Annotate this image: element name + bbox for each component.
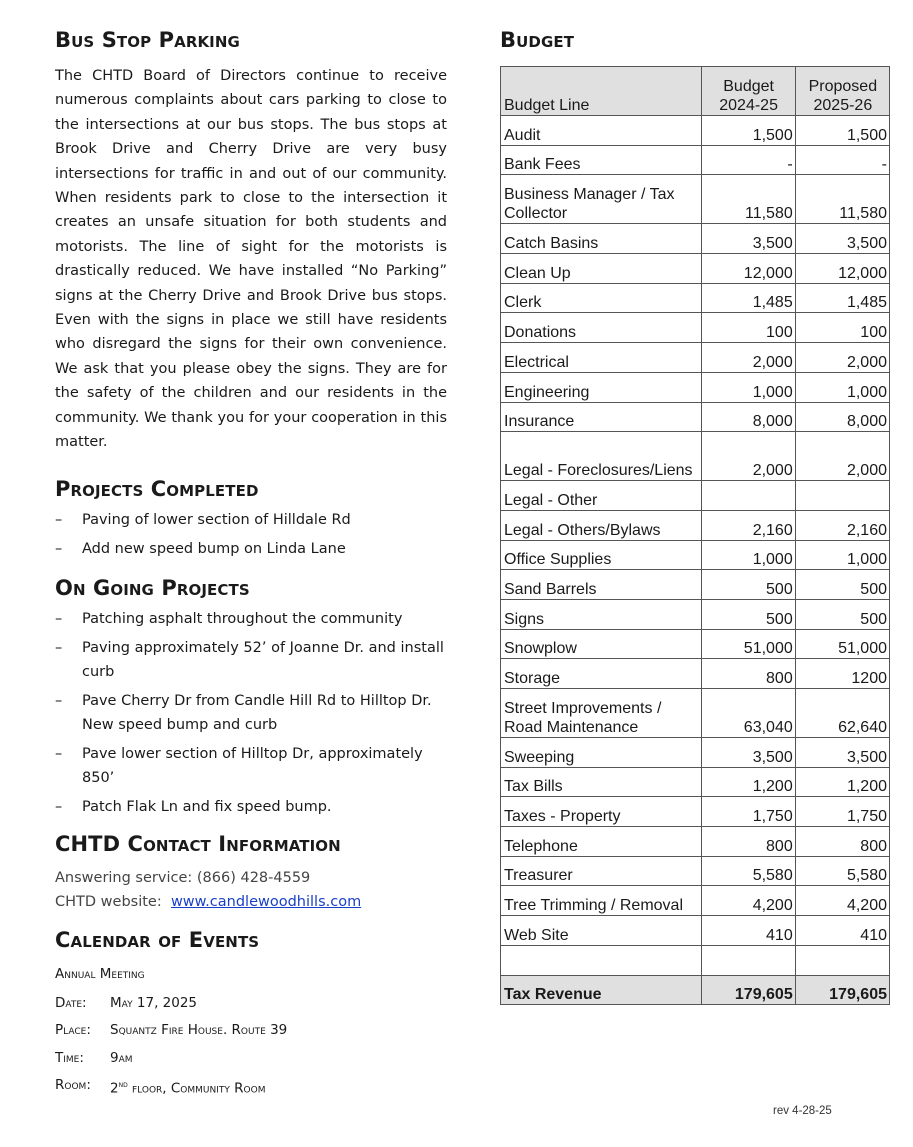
budget-header-row [501, 67, 890, 116]
table-row [501, 175, 890, 224]
table-row [501, 827, 890, 857]
proposed-2025-cell: 1,200 [795, 767, 889, 797]
table-row [501, 570, 890, 600]
budget-2024-cell: 11,580 [701, 175, 795, 224]
budget-2024-cell: 2,000 [701, 432, 795, 481]
calendar-section [55, 928, 447, 1104]
budget-2024-cell: 800 [701, 827, 795, 857]
answering-service: Answering service: (866) 428-4559 [55, 869, 311, 886]
contact-heading: CHTD Contact Information [55, 831, 341, 856]
bus-stop-heading: Bus Stop Parking [55, 28, 240, 52]
proposed-2025-cell: 4,200 [795, 886, 889, 916]
place-row: Place: Squantz Fire House. Route 39 [55, 1022, 288, 1038]
table-row [501, 689, 890, 738]
table-row [501, 481, 890, 511]
budget-2024-cell: 2,160 [701, 510, 795, 540]
proposed-2025-cell: 2,160 [795, 510, 889, 540]
proposed-2025-cell: 51,000 [795, 629, 889, 659]
table-row [501, 886, 890, 916]
proposed-2025-cell: 1,500 [795, 116, 889, 146]
budget-2024-cell: 3,500 [701, 224, 795, 254]
budget-line-cell: Legal - Foreclosures/Liens [501, 432, 702, 481]
budget-line-cell: Taxes - Property [501, 797, 702, 827]
table-row [501, 797, 890, 827]
proposed-2025-cell: 500 [795, 599, 889, 629]
projects-completed-section [55, 477, 447, 562]
time-row: Time: 9am [55, 1049, 133, 1066]
budget-2024-cell [701, 481, 795, 511]
budget-2024-cell: 500 [701, 599, 795, 629]
budget-2024-cell: 2,000 [701, 343, 795, 373]
bus-stop-section [55, 28, 447, 455]
date-row: Date: May 17, 2025 [55, 994, 198, 1011]
proposed-2025-cell: 62,640 [795, 689, 889, 738]
website-link[interactable]: www.candlewoodhills.com [170, 893, 362, 910]
website-label: CHTD website: [55, 893, 162, 910]
budget-line-cell: Clerk [501, 283, 702, 313]
table-row [501, 916, 890, 946]
proposed-2025-cell: 3,500 [795, 738, 889, 768]
budget-2024-cell: 8,000 [701, 402, 795, 432]
budget-line-cell: Telephone [501, 827, 702, 857]
proposed-2025-cell: 8,000 [795, 402, 889, 432]
col-header-proposed: Proposed 2025-26 [795, 67, 889, 116]
budget-2024-cell: 5,580 [701, 856, 795, 886]
budget-line-cell: Storage [501, 659, 702, 689]
table-row [501, 313, 890, 343]
ongoing-projects-list [55, 608, 447, 820]
proposed-2025-cell [795, 481, 889, 511]
budget-line-cell: Legal - Others/Bylaws [501, 510, 702, 540]
list-item: – Paving of lower section of Hilldale Rd [55, 511, 351, 528]
proposed-2025-cell: 1,750 [795, 797, 889, 827]
budget-table [500, 66, 890, 1005]
table-row [501, 343, 890, 373]
budget-line-cell: Treasurer [501, 856, 702, 886]
budget-2024-cell: 12,000 [701, 254, 795, 284]
table-row [501, 402, 890, 432]
budget-2024-cell: 1,000 [701, 372, 795, 402]
proposed-2025-cell: 500 [795, 570, 889, 600]
budget-line-cell: Snowplow [501, 629, 702, 659]
room-row: Room: 2nd floor, Community Room [55, 1077, 266, 1097]
budget-line-cell: Tax Bills [501, 767, 702, 797]
budget-2024-cell: 51,000 [701, 629, 795, 659]
table-row [501, 945, 890, 975]
budget-2024-cell: 1,500 [701, 116, 795, 146]
proposed-2025-cell: 1,485 [795, 283, 889, 313]
proposed-2025-cell: 2,000 [795, 432, 889, 481]
proposed-2025-cell: 12,000 [795, 254, 889, 284]
budget-2024-cell: 3,500 [701, 738, 795, 768]
budget-line-cell: Electrical [501, 343, 702, 373]
bus-stop-body: The CHTD Board of Directors continue to receive numerous complaints about cars parking to close to the intersections at our bus stops. The bus stops at Brook Drive and Cherry Drive are very busy intersections for traffic in and out of our community. When residents park to close to the intersection it creates an unsafe situation for both students and motorists. The line of sight for the motorists is drastically reduced. We have installed “No Parking” signs at the Cherry Drive and Brook Drive bus stops. Even with the signs in place we still have residents who disregard the signs for their own convenience. We ask that you please obey the signs. They are for the safety of the children and our residents in the community. We thank you for your cooperation in this matter. [55, 68, 447, 451]
budget-line-cell: Legal - Other [501, 481, 702, 511]
budget-line-cell: Sand Barrels [501, 570, 702, 600]
budget-2024-cell: 410 [701, 916, 795, 946]
proposed-2025-cell: 800 [795, 827, 889, 857]
budget-line-cell: Signs [501, 599, 702, 629]
table-row [501, 283, 890, 313]
table-row [501, 224, 890, 254]
revision-note: rev 4-28-25 [773, 1105, 832, 1117]
proposed-2025-cell: 100 [795, 313, 889, 343]
budget-line-cell: Office Supplies [501, 540, 702, 570]
list-item: – Add new speed bump on Linda Lane [55, 541, 346, 557]
table-row [501, 510, 890, 540]
table-row [501, 145, 890, 175]
budget-line-cell: Web Site [501, 916, 702, 946]
contact-section [55, 832, 447, 914]
table-row [501, 856, 890, 886]
budget-line-cell: Sweeping [501, 738, 702, 768]
calendar-heading: Calendar of Events [55, 927, 260, 952]
budget-2024-cell: 500 [701, 570, 795, 600]
right-column [500, 28, 890, 1005]
budget-2024-cell: 100 [701, 313, 795, 343]
budget-2024-cell: 4,200 [701, 886, 795, 916]
budget-2024-cell: - [701, 145, 795, 175]
budget-line-cell [501, 945, 702, 975]
proposed-2025-cell: 5,580 [795, 856, 889, 886]
budget-line-cell: Clean Up [501, 254, 702, 284]
budget-2024-cell: 179,605 [701, 975, 795, 1005]
list-item: – Pave lower section of Hilltop Dr, approximately 850’ [55, 746, 423, 786]
calendar-details [55, 966, 447, 1104]
budget-2024-cell: 1,750 [701, 797, 795, 827]
proposed-2025-cell: 3,500 [795, 224, 889, 254]
proposed-2025-cell: 410 [795, 916, 889, 946]
budget-line-cell: Tree Trimming / Removal [501, 886, 702, 916]
proposed-2025-cell: 11,580 [795, 175, 889, 224]
budget-line-cell: Business Manager / Tax Collector [501, 175, 702, 224]
budget-line-cell: Engineering [501, 372, 702, 402]
budget-2024-cell [701, 945, 795, 975]
table-row [501, 540, 890, 570]
budget-2024-cell: 1,000 [701, 540, 795, 570]
list-item: – Patching asphalt throughout the community [55, 610, 403, 627]
ongoing-projects-section [55, 576, 447, 820]
col-header-budget-line: Budget Line [501, 67, 702, 116]
table-row [501, 432, 890, 481]
website-line [55, 890, 447, 914]
budget-2024-cell: 63,040 [701, 689, 795, 738]
table-row [501, 372, 890, 402]
table-row [501, 738, 890, 768]
proposed-2025-cell: 2,000 [795, 343, 889, 373]
total-row [501, 975, 890, 1005]
budget-2024-cell: 1,200 [701, 767, 795, 797]
budget-line-cell: Insurance [501, 402, 702, 432]
list-item: – Patch Flak Ln and fix speed bump. [55, 799, 332, 815]
table-row [501, 599, 890, 629]
budget-line-cell: Bank Fees [501, 145, 702, 175]
table-row [501, 629, 890, 659]
proposed-2025-cell: 1200 [795, 659, 889, 689]
proposed-2025-cell [795, 945, 889, 975]
budget-line-cell: Tax Revenue [501, 975, 702, 1005]
table-row [501, 767, 890, 797]
col-header-budget: Budget 2024-25 [701, 67, 795, 116]
budget-line-cell: Donations [501, 313, 702, 343]
contact-info [55, 866, 447, 914]
table-row [501, 116, 890, 146]
budget-line-cell: Audit [501, 116, 702, 146]
list-item: – Pave Cherry Dr from Candle Hill Rd to Hilltop Dr. New speed bump and curb [55, 693, 432, 733]
left-column [55, 28, 447, 1103]
budget-2024-cell: 800 [701, 659, 795, 689]
projects-completed-heading: Projects Completed [55, 476, 259, 501]
meeting-title: Annual Meeting [55, 965, 145, 982]
proposed-2025-cell: 179,605 [795, 975, 889, 1005]
ongoing-projects-heading: On Going Projects [55, 575, 250, 600]
table-row [501, 659, 890, 689]
proposed-2025-cell: - [795, 145, 889, 175]
budget-2024-cell: 1,485 [701, 283, 795, 313]
budget-line-cell: Street Improvements / Road Maintenance [501, 689, 702, 738]
budget-line-cell: Catch Basins [501, 224, 702, 254]
list-item: – Paving approximately 52’ of Joanne Dr. and install curb [55, 640, 444, 680]
proposed-2025-cell: 1,000 [795, 540, 889, 570]
proposed-2025-cell: 1,000 [795, 372, 889, 402]
budget-heading: Budget [500, 28, 575, 52]
projects-completed-list [55, 509, 447, 562]
table-row [501, 254, 890, 284]
